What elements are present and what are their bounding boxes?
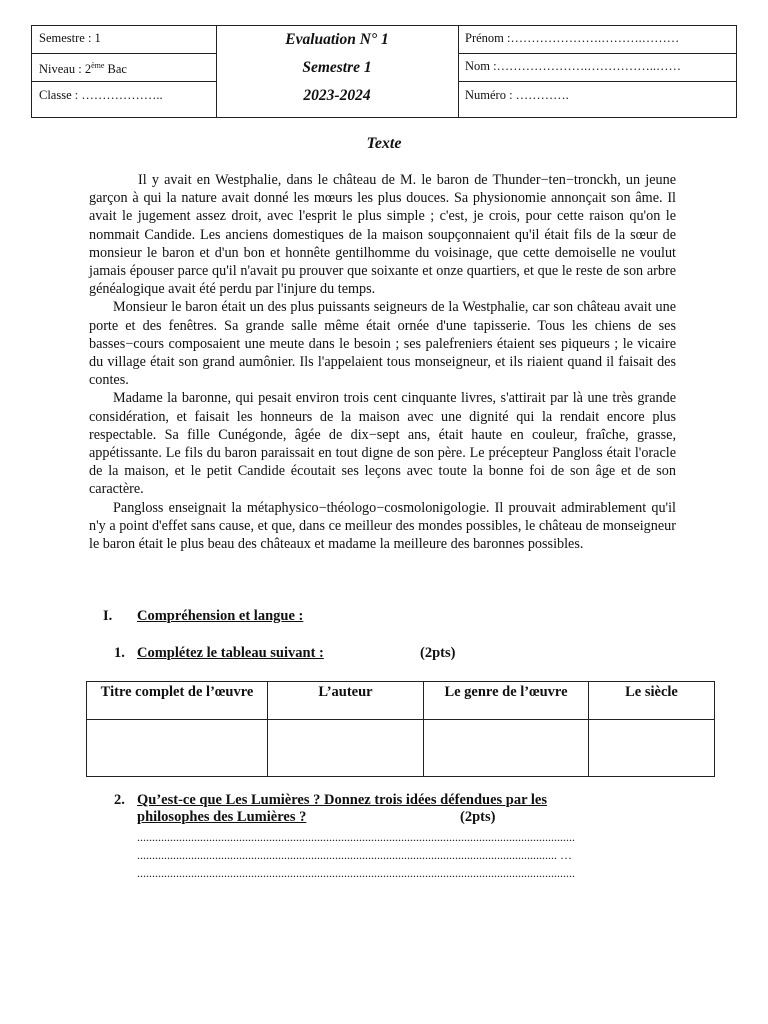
- question-2-line1: Qu’est-ce que Les Lumières ? Donnez trois idées défendues par les: [137, 792, 548, 808]
- table-cell-auteur[interactable]: [268, 720, 424, 777]
- answer-line-3[interactable]: ..................................................................................................................................................: [137, 866, 575, 880]
- paragraph-4: Pangloss enseignait la métaphysico−théologo−cosmolonigologie. Il prouvait admirablement qu'il n'y a point d'effet sans cause, et que, dans ce meilleur des mondes possibles, le château de monseigneur le baron était le plus beau des châteaux et madame la meilleure des baronnes possibles.: [89, 499, 676, 553]
- header-center-column: [216, 26, 459, 117]
- table-header-siecle: Le siècle: [589, 682, 715, 720]
- question-2-line2: philosophes des Lumières ?: [137, 809, 307, 825]
- semestre-field: Semestre : 1: [32, 26, 216, 54]
- evaluation-year: 2023-2024: [303, 87, 371, 104]
- question-1-points: (2pts): [420, 645, 456, 661]
- table-cell-titre[interactable]: [87, 720, 268, 777]
- paragraph-1: Il y avait en Westphalie, dans le château de M. le baron de Thunder−ten−tronckh, un jeune garçon à qui la nature avait donné les mœurs les plus douces. Sa physionomie annonçait son âme. Il avait le jugement assez droit, avec l'esprit le plus simple ; c'est, je crois, pour cette raison qu'on le nommait Candide. Les anciens domestiques de la maison soupçonnaient qu'il était fils de la sœur de monsieur le baron et d'un bon et honnête gentilhomme du voisinage, que cette demoiselle ne voulut jamais épouser parce qu'il n'avait pu prouver que soixante et onze quartiers, et que le reste de son arbre généalogique avait été perdu par l'injure du temps.: [89, 172, 676, 298]
- table-cell-genre[interactable]: [424, 720, 589, 777]
- paragraph-2: Monsieur le baron était un des plus puissants seigneurs de la Westphalie, car son château avait une porte et des fenêtres. Sa grande salle même était ornée d'une tapisserie. Tous les chiens de ses basses−cours composaient une meute dans le besoin ; ses palefreniers étaient ses piqueurs ; le vicaire du village était son grand aumônier. Ils l'appelaient tous monseigneur, et ils riaient quand il faisait des contes.: [89, 299, 676, 389]
- evaluation-title: Evaluation N° 1: [285, 31, 389, 48]
- classe-field: Classe : ………………..: [39, 88, 163, 102]
- table-header-auteur: L’auteur: [268, 682, 424, 720]
- text-body: [89, 171, 676, 553]
- prenom-field: Prénom :………………….……….………: [458, 26, 736, 54]
- table-cell-siecle[interactable]: [589, 720, 715, 777]
- table-header-titre: Titre complet de l’œuvre: [87, 682, 268, 720]
- section-1-number: I.: [103, 608, 113, 624]
- evaluation-semestre: Semestre 1: [302, 59, 372, 76]
- table-header-genre: Le genre de l’œuvre: [424, 682, 589, 720]
- header-right-column: [458, 26, 736, 117]
- text-title: Texte: [366, 135, 402, 152]
- question-2-points: (2pts): [460, 809, 496, 825]
- niveau-field: Niveau : 2ème Bac: [32, 54, 216, 82]
- paragraph-3: Madame la baronne, qui pesait environ trois cent cinquante livres, s'attirait par là une très grande considération, et faisait les honneurs de la maison avec une dignité qui la rendait encore plus respectable. Sa fille Cunégonde, âgée de dix−sept ans, était haute en couleur, fraîche, grasse, appétissante. Le fils du baron paraissait en tout digne de son père. Le précepteur Pangloss était l'oracle de la maison, et le petit Candide écoutait ses leçons avec toute la bonne foi de son âge et de son caractère.: [89, 390, 676, 498]
- numero-field: Numéro : ………….: [465, 88, 569, 102]
- answer-table: [86, 681, 715, 777]
- answer-line-1[interactable]: ..................................................................................................................................................: [137, 830, 575, 844]
- header-left-column: [32, 26, 217, 117]
- question-1-number: 1.: [114, 645, 125, 661]
- section-1-title: Compréhension et langue :: [137, 608, 304, 624]
- table-row: [87, 720, 715, 777]
- nom-field: Nom :………………….……………..……: [458, 54, 736, 82]
- question-2-number: 2.: [114, 792, 125, 808]
- table-header-row: [87, 682, 715, 720]
- header-table: [31, 25, 737, 118]
- question-1-text: Complétez le tableau suivant :: [137, 645, 324, 661]
- answer-line-2[interactable]: ............................................................................................................................................ …: [137, 848, 572, 862]
